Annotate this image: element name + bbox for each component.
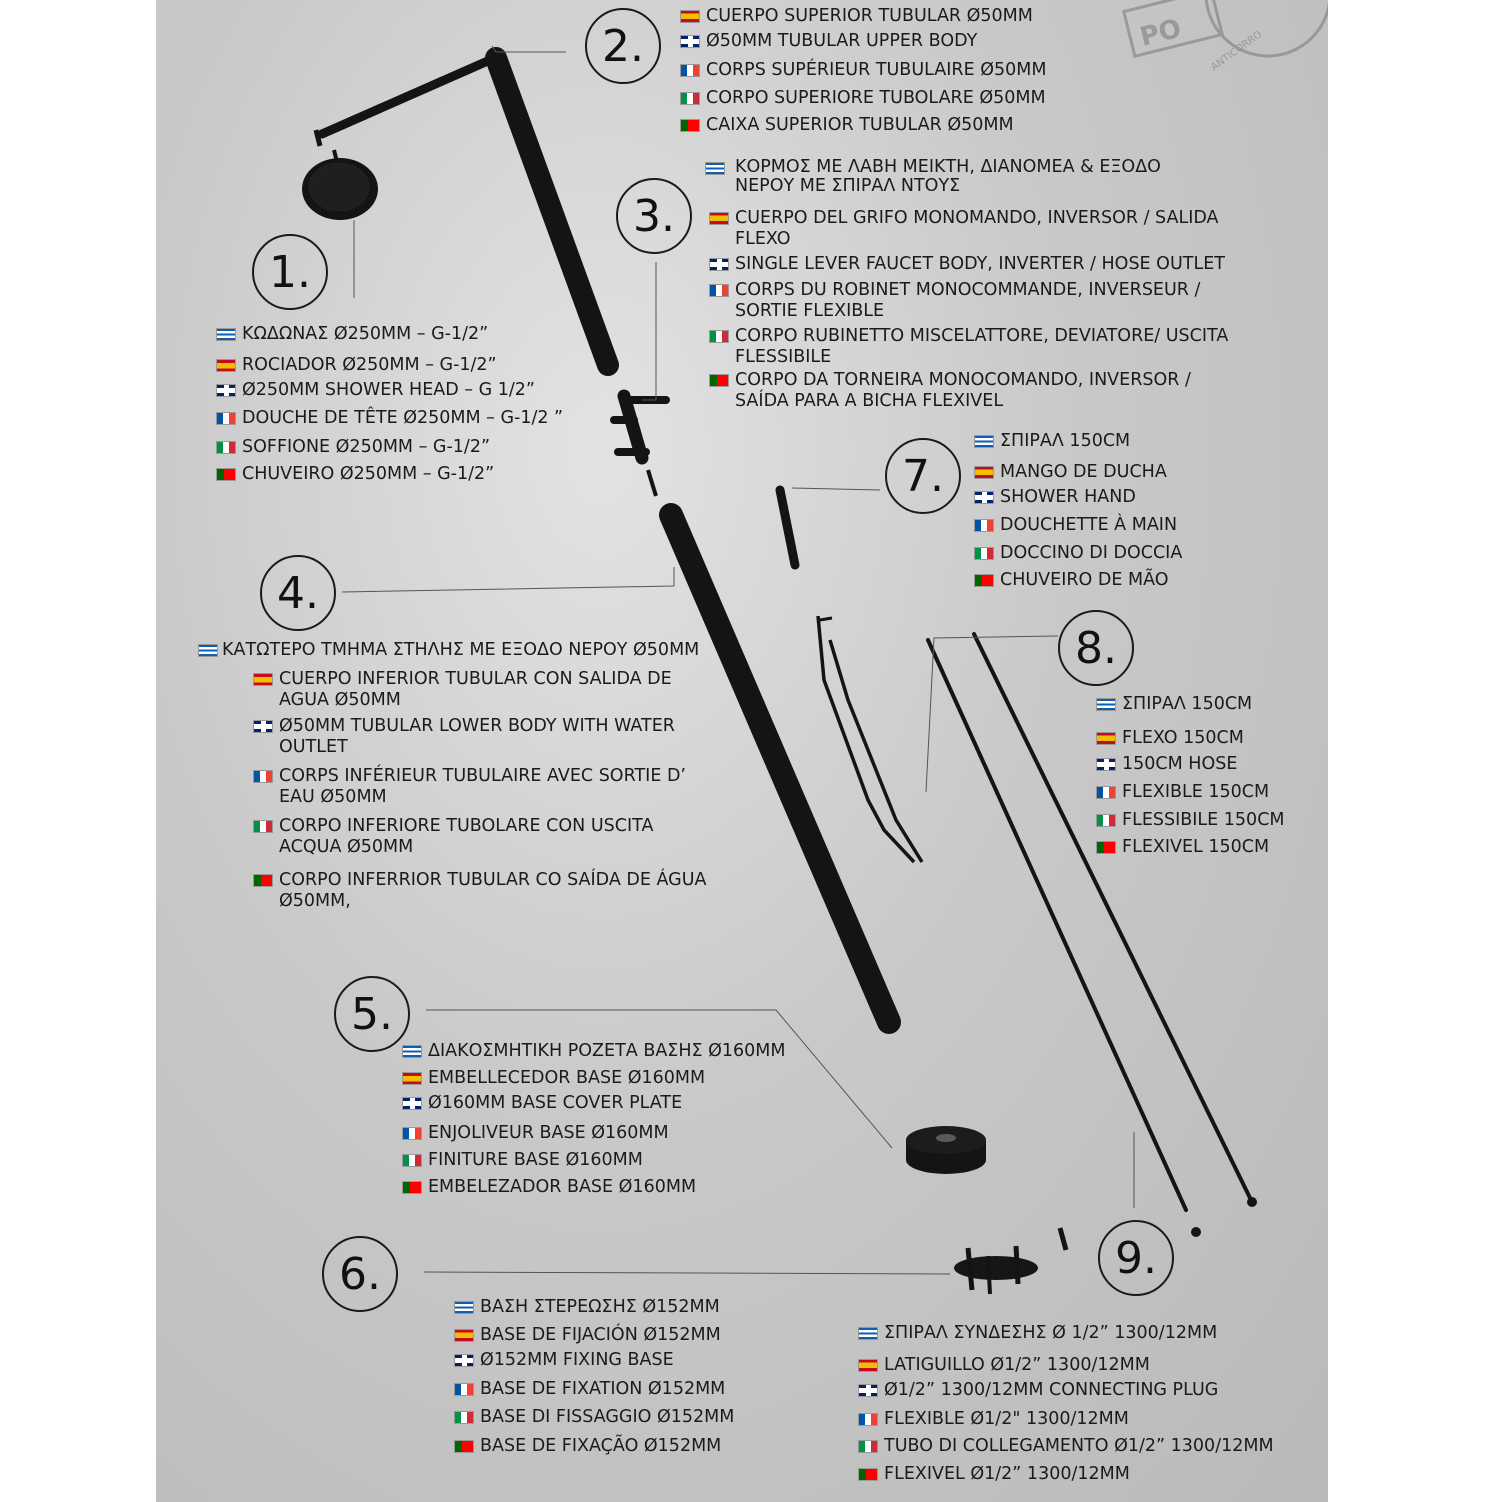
label-text: Ø152MM FIXING BASE xyxy=(480,1350,674,1370)
label-text: FLEXO 150CM xyxy=(1122,728,1244,748)
flag-gb-icon xyxy=(680,35,700,48)
part-5-base-cover xyxy=(906,1126,986,1174)
label-text: CORPO SUPERIORE TUBOLARE Ø50MM xyxy=(706,88,1046,108)
flag-gr-icon xyxy=(858,1327,878,1340)
flag-gb-icon xyxy=(858,1384,878,1397)
part-1-label-fr xyxy=(242,408,563,429)
label-text: ΔΙΑΚΟΣΜΗΤΙΚΗ ΡΟΖΕΤΑ ΒΑΣΗΣ Ø160MM xyxy=(428,1041,786,1061)
part-7-label-pt xyxy=(1000,570,1169,591)
part-number-8: 8. xyxy=(1058,610,1134,686)
flag-it-icon xyxy=(709,330,729,343)
part-1-label-gb xyxy=(242,380,535,401)
label-text: SOFFIONE Ø250MM – G-1/2” xyxy=(242,437,491,457)
label-text: MANGO DE DUCHA xyxy=(1000,462,1167,482)
flag-it-icon xyxy=(974,547,994,560)
label-text: Ø160MM BASE COVER PLATE xyxy=(428,1093,683,1113)
part-3-label-it xyxy=(735,326,1235,368)
label-text: CORPO INFERRIOR TUBULAR CO SAÍDA DE ÁGUA Ø50MM, xyxy=(279,870,707,911)
label-text: CUERPO INFERIOR TUBULAR CON SALIDA DE AGUA Ø50MM xyxy=(279,669,672,710)
part-2-label-fr xyxy=(706,60,1046,81)
part-7-label-gr xyxy=(1000,431,1130,452)
flag-es-icon xyxy=(680,10,700,23)
flag-it-icon xyxy=(1096,814,1116,827)
part-8-label-gr xyxy=(1122,694,1252,715)
part-9-label-gb xyxy=(884,1380,1218,1401)
flag-pt-icon xyxy=(858,1468,878,1481)
flag-it-icon xyxy=(680,92,700,105)
flag-gb-icon xyxy=(974,491,994,504)
flag-es-icon xyxy=(402,1072,422,1085)
label-text: TUBO DI COLLEGAMENTO Ø1/2” 1300/12MM xyxy=(884,1436,1274,1456)
flag-fr-icon xyxy=(709,284,729,297)
part-number-4: 4. xyxy=(260,555,336,631)
label-text: FLEXIVEL Ø1/2” 1300/12MM xyxy=(884,1464,1130,1484)
part-1-label-it xyxy=(242,437,490,458)
part-1-label-pt xyxy=(242,464,494,485)
flag-pt-icon xyxy=(680,119,700,132)
label-text: ΣΠΙΡΑΛ 150CM xyxy=(1122,694,1253,714)
flag-es-icon xyxy=(216,359,236,372)
label-text: FLEXIVEL 150CM xyxy=(1122,837,1270,857)
flag-gb-icon xyxy=(709,258,729,271)
part-2-label-pt xyxy=(706,115,1014,136)
part-6-label-es xyxy=(480,1325,721,1346)
flag-it-icon xyxy=(402,1154,422,1167)
flag-it-icon xyxy=(454,1411,474,1424)
part-3-mixer-body xyxy=(614,396,666,496)
label-text: CORPS SUPÉRIEUR TUBULAIRE Ø50MM xyxy=(706,60,1047,80)
flag-it-icon xyxy=(216,441,236,454)
label-text: CORPO DA TORNEIRA MONOCOMANDO, INVERSOR / SAÍDA PARA A BICHA FLEXIVEL xyxy=(735,370,1191,411)
part-3-label-gr xyxy=(735,158,1195,196)
part-8-label-pt xyxy=(1122,837,1269,858)
part-3-label-pt xyxy=(735,370,1215,412)
label-text: CAIXA SUPERIOR TUBULAR Ø50MM xyxy=(706,115,1014,135)
label-text: ΣΠΙΡΑΛ ΣΥΝΔΕΣΗΣ Ø 1/2” 1300/12MM xyxy=(884,1323,1218,1343)
flag-fr-icon xyxy=(1096,786,1116,799)
part-6-label-it xyxy=(480,1407,734,1428)
part-number-6: 6. xyxy=(322,1236,398,1312)
label-text: CORPO RUBINETTO MISCELATTORE, DEVIATORE/ USCITA FLESSIBILE xyxy=(735,326,1229,367)
flag-gb-icon xyxy=(253,720,273,733)
part-4-label-es xyxy=(279,669,709,711)
flag-it-icon xyxy=(253,820,273,833)
part-4-label-it xyxy=(279,816,709,858)
label-text: DOUCHE DE TÊTE Ø250MM – G-1/2 ” xyxy=(242,408,564,428)
flag-pt-icon xyxy=(454,1440,474,1453)
label-text: BASE DI FISSAGGIO Ø152MM xyxy=(480,1407,735,1427)
flag-fr-icon xyxy=(402,1127,422,1140)
label-text: ΒΑΣΗ ΣΤΕΡΕΩΣΗΣ Ø152MM xyxy=(480,1297,720,1317)
exploded-diagram-poster xyxy=(156,0,1328,1502)
part-9-label-gr xyxy=(884,1323,1217,1344)
flag-pt-icon xyxy=(974,574,994,587)
part-2-label-es xyxy=(706,6,1033,27)
part-2-label-gb xyxy=(706,31,977,52)
label-text: ΣΠΙΡΑΛ 150CM xyxy=(1000,431,1131,451)
part-7-label-fr xyxy=(1000,515,1177,536)
part-9-connecting-hoses xyxy=(974,634,1257,1237)
part-6-label-fr xyxy=(480,1379,725,1400)
flag-fr-icon xyxy=(253,770,273,783)
flag-gb-icon xyxy=(402,1097,422,1110)
flag-es-icon xyxy=(709,212,729,225)
part-1-label-gr xyxy=(242,324,488,345)
label-text: 150CM HOSE xyxy=(1122,754,1238,774)
flag-fr-icon xyxy=(858,1413,878,1426)
label-text: Ø1/2” 1300/12MM CONNECTING PLUG xyxy=(884,1380,1219,1400)
flag-fr-icon xyxy=(216,412,236,425)
part-5-label-fr xyxy=(428,1123,669,1144)
anticorrosion-stamp xyxy=(1124,0,1328,73)
part-9-label-fr xyxy=(884,1409,1129,1430)
label-text: ENJOLIVEUR BASE Ø160MM xyxy=(428,1123,669,1143)
flag-gr-icon xyxy=(1096,698,1116,711)
part-9-label-es xyxy=(884,1355,1150,1376)
part-8-label-gb xyxy=(1122,754,1237,775)
part-5-label-es xyxy=(428,1068,705,1089)
part-number-1: 1. xyxy=(252,234,328,310)
label-text: CHUVEIRO Ø250MM – G-1/2” xyxy=(242,464,495,484)
flag-pt-icon xyxy=(216,468,236,481)
flag-pt-icon xyxy=(1096,841,1116,854)
part-9-label-it xyxy=(884,1436,1274,1457)
part-5-label-gb xyxy=(428,1093,682,1114)
label-text: BASE DE FIXATION Ø152MM xyxy=(480,1379,726,1399)
label-text: DOCCINO DI DOCCIA xyxy=(1000,543,1183,563)
flag-pt-icon xyxy=(253,874,273,887)
part-6-label-gb xyxy=(480,1350,674,1371)
part-4-label-gr xyxy=(222,640,699,661)
label-text: Ø50MM TUBULAR UPPER BODY xyxy=(706,31,978,51)
flag-gr-icon xyxy=(402,1045,422,1058)
label-text: EMBELLECEDOR BASE Ø160MM xyxy=(428,1068,706,1088)
label-text: ΚΩΔΩΝΑΣ Ø250MM – G-1/2” xyxy=(242,324,489,344)
flag-fr-icon xyxy=(974,519,994,532)
label-text: Ø250MM SHOWER HEAD – G 1/2” xyxy=(242,380,535,400)
flag-es-icon xyxy=(454,1329,474,1342)
label-text: Ø50MM TUBULAR LOWER BODY WITH WATER OUTLET xyxy=(279,716,675,757)
label-text: FINITURE BASE Ø160MM xyxy=(428,1150,643,1170)
part-2-label-it xyxy=(706,88,1046,109)
part-number-3: 3. xyxy=(616,178,692,254)
flag-es-icon xyxy=(253,673,273,686)
part-number-9: 9. xyxy=(1098,1220,1174,1296)
part-8-label-it xyxy=(1122,810,1285,831)
label-text: BASE DE FIXAÇÃO Ø152MM xyxy=(480,1436,722,1456)
part-3-label-fr xyxy=(735,280,1235,322)
part-7-label-es xyxy=(1000,462,1167,483)
flag-gr-icon xyxy=(216,328,236,341)
label-text: CORPS INFÉRIEUR TUBULAIRE AVEC SORTIE D’ EAU Ø50MM xyxy=(279,766,686,807)
part-number-7: 7. xyxy=(885,438,961,514)
label-text: FLESSIBILE 150CM xyxy=(1122,810,1285,830)
stamp-subtext: ANTICORRO xyxy=(1209,29,1265,74)
part-8-label-fr xyxy=(1122,782,1269,803)
part-3-label-gb xyxy=(735,254,1225,275)
label-text: SINGLE LEVER FAUCET BODY, INVERTER / HOSE OUTLET xyxy=(735,254,1225,274)
label-text: SHOWER HAND xyxy=(1000,487,1136,507)
flag-gb-icon xyxy=(454,1354,474,1367)
part-number-2: 2. xyxy=(585,8,661,84)
part-1-label-es xyxy=(242,355,497,376)
part-5-label-gr xyxy=(428,1041,786,1062)
part-4-label-fr xyxy=(279,766,709,808)
label-text: LATIGUILLO Ø1/2” 1300/12MM xyxy=(884,1355,1150,1375)
part-7-label-gb xyxy=(1000,487,1136,508)
flag-es-icon xyxy=(1096,732,1116,745)
part-4-label-pt xyxy=(279,870,729,912)
label-text: CUERPO DEL GRIFO MONOMANDO, INVERSOR / SALIDA FLEXO xyxy=(735,208,1219,249)
part-1-shower-head xyxy=(302,150,378,220)
flag-it-icon xyxy=(858,1440,878,1453)
flag-gr-icon xyxy=(705,162,725,175)
flag-es-icon xyxy=(858,1359,878,1372)
flag-gr-icon xyxy=(454,1301,474,1314)
flag-pt-icon xyxy=(402,1181,422,1194)
label-text: FLEXIBLE 150CM xyxy=(1122,782,1270,802)
label-text: CORPS DU ROBINET MONOCOMMANDE, INVERSEUR / SORTIE FLEXIBLE xyxy=(735,280,1201,321)
label-text: FLEXIBLE Ø1/2" 1300/12MM xyxy=(884,1409,1129,1429)
flag-fr-icon xyxy=(454,1383,474,1396)
part-6-fixing-base xyxy=(954,1228,1066,1294)
part-9-label-pt xyxy=(884,1464,1130,1485)
flag-es-icon xyxy=(974,466,994,479)
part-5-label-pt xyxy=(428,1177,696,1198)
part-7-hand-shower xyxy=(780,490,795,565)
label-text: ROCIADOR Ø250MM – G-1/2” xyxy=(242,355,497,375)
part-5-label-it xyxy=(428,1150,643,1171)
label-text: CORPO INFERIORE TUBOLARE CON USCITA ACQUA Ø50MM xyxy=(279,816,654,857)
flag-gb-icon xyxy=(1096,758,1116,771)
label-text: ΚΟΡΜΟΣ ΜΕ ΛΑΒΗ ΜΕΙΚΤΗ, ΔΙΑΝΟΜΕΑ & ΕΞΟΔΟ ΝΕΡΟΥ ΜΕ ΣΠΙΡΑΛ ΝΤΟΥΣ xyxy=(735,157,1161,196)
flag-gr-icon xyxy=(974,435,994,448)
label-text: DOUCHETTE À MAIN xyxy=(1000,515,1178,535)
flag-gr-icon xyxy=(198,644,218,657)
flag-pt-icon xyxy=(709,374,729,387)
label-text: BASE DE FIJACIÓN Ø152MM xyxy=(480,1325,721,1345)
part-8-label-es xyxy=(1122,728,1244,749)
stamp-text: PO xyxy=(1137,13,1185,53)
part-7-label-it xyxy=(1000,543,1182,564)
label-text: EMBELEZADOR BASE Ø160MM xyxy=(428,1177,697,1197)
flag-gb-icon xyxy=(216,384,236,397)
label-text: CHUVEIRO DE MÃO xyxy=(1000,570,1169,590)
label-text: ΚΑΤΩΤΕΡΟ ΤΜΗΜΑ ΣΤΗΛΗΣ ΜΕ ΕΞΟΔΟ ΝΕΡΟΥ Ø50MM xyxy=(222,640,700,660)
part-6-label-pt xyxy=(480,1436,721,1457)
part-4-label-gb xyxy=(279,716,709,758)
label-text: CUERPO SUPERIOR TUBULAR Ø50MM xyxy=(706,6,1033,26)
part-3-label-es xyxy=(735,208,1235,250)
part-6-label-gr xyxy=(480,1297,720,1318)
flag-fr-icon xyxy=(680,64,700,77)
part-number-5: 5. xyxy=(334,976,410,1052)
